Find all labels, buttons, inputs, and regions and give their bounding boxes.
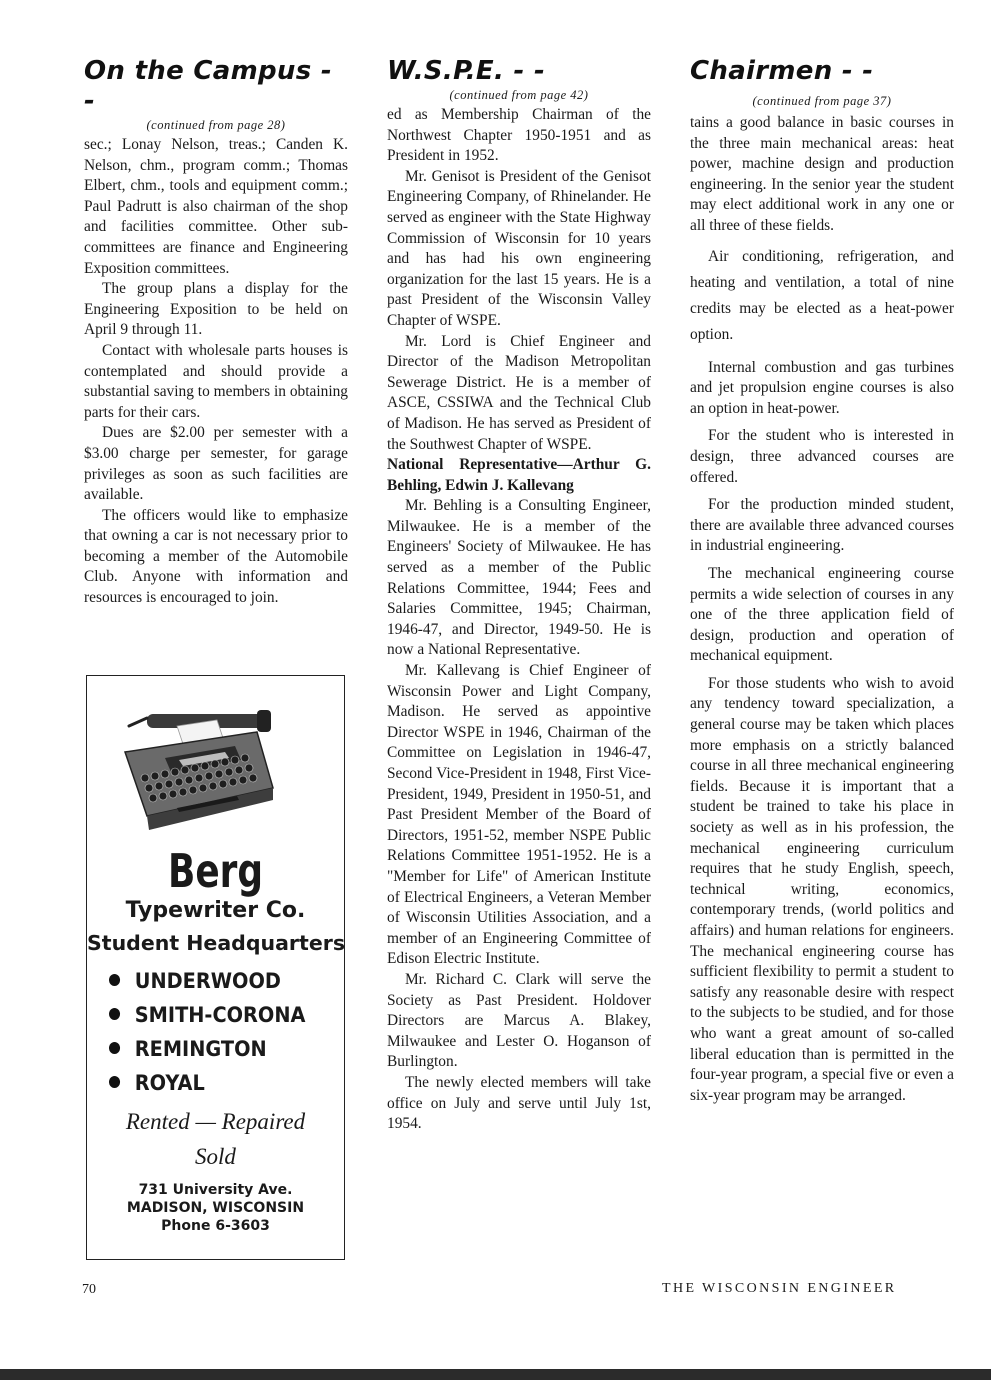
paragraph: Dues are $2.00 per semester with a $3.00 charge per semester, for garage privileges as soon as such facilities are available. [84,424,348,504]
services-line: Rented — Repaired [125,1109,306,1134]
bullet-icon [109,974,120,986]
section-heading: On the Campus - - [84,56,332,116]
paragraph: Mr. Lord is Chief Engineer and Director of the Madison Metropolitan Sewerage District. He is a member of ASCE, CSSIWA and the Technical Club of Madison. He has served as President of the Southwest Chapter of WSPE. [387,332,651,453]
continued-note: (continued from page 28) [146,118,286,132]
paragraph: sec.; Lonay Nelson, treas.; Canden K. Nelson, chm., program comm.; Thomas Elbert, chm., tools and equipment comm.; Paul Padrutt is also chairman of the shop and facilities committee. Other sub-committees are finance and Engineering Exposition committees. [84,136,348,277]
bullet-icon [109,1042,120,1054]
paragraph: Mr. Genisot is President of the Genisot Engineering Company, of Rhinelander. He served as engineer with the State Highway Commission of Wisconsin for 10 years and has had his own engineering organization for the last 15 years. He is a past President of the Wisconsin Valley Chapter of WSPE. [387,167,651,329]
column-wspe [387,56,651,1135]
bullet-icon [109,1076,120,1088]
bullet-icon [109,1008,120,1020]
typewriter-brand-list [109,964,323,1100]
paragraph: Mr. Kallevang is Chief Engineer of Wisconsin Power and Light Company, Madison. He served as appointive Director WSPE in 1946, Chairman of the Committee on Legislation in 1946-47, Second Vice-President in 1948, First Vice-President, 1949, President in 1950-51, and Past President Member of the Board of Directors, 1951-52, member NSPE Public Relations Committee 1951-1952. He is a "Member for Life" of American Institute of Electrical Engineers, a Veteran Member of Wisconsin Utilities Association, and a member of an Engineering Committee of Edison Electric Institute. [387,662,651,968]
section-heading: W.S.P.E. - - [387,56,546,86]
list-item [109,964,305,998]
paragraph: The newly elected members will take office on July and serve until July 1st, 1954. [387,1073,651,1133]
tagline: Student Headquarters [87,931,346,955]
brand-label: ROYAL [134,1071,205,1095]
paragraph: ed as Membership Chairman of the Northwest Chapter 1950-1951 and as President in 1952. [387,106,651,165]
column-on-the-campus [84,56,348,609]
phone-number: Phone 6-3603 [161,1218,270,1234]
berg-typewriter-advertisement [86,675,345,1260]
brand-label: UNDERWOOD [134,969,281,993]
services [87,1104,344,1174]
typewriter-illustration [107,696,277,846]
paragraph: The group plans a display for the Engineering Exposition to be held on April 9 through 11. [84,280,348,339]
brand-label: SMITH-CORONA [134,1003,306,1027]
address-block [87,1181,344,1235]
paragraph: The officers would like to emphasize that owning a car is not necessary prior to becoming a member of the Automobile Club. Anyone with information and resources is encouraged to join. [84,506,348,607]
list-item [109,1066,305,1100]
paragraph: Mr. Behling is a Consulting Engineer, Milwaukee. He is a member of the Engineers' Society of Milwaukee. He has served as a member of the Public Relations Committee, 1944; Fees and Salaries Committee, 1945; Chairman, 1946-47, and Director, 1949-50. He is now a National Representative. [387,497,651,659]
paragraph: The mechanical engineering course permits a wide selection of courses in any one of the three application field of design, production and operation of mechanical equipment. [690,564,954,665]
paragraph: Internal combustion and gas turbines and jet propulsion engine courses is also an option in heat-power. [690,358,954,417]
paragraph: Mr. Richard C. Clark will serve the Society as Past President. Holdover Directors are Marcus A. Blakey, Milwaukee and Lester O. Hoganson of Burlington. [387,970,651,1071]
paragraph: For the student who is interested in design, three advanced courses are offered. [690,427,954,486]
services-line: Sold [195,1144,236,1169]
street-address: 731 University Ave. [138,1182,293,1198]
scan-edge [0,1369,991,1380]
paragraph: Air conditioning, refrigeration, and heating and ventilation, a total of nine credits may be elected as a heat-power option. [690,247,954,343]
paragraph: For the production minded student, there are available three advanced courses in industrial engineering. [690,496,954,555]
list-item [109,1032,305,1066]
page-number: 70 [82,1282,96,1297]
section-heading: Chairmen - - [690,56,874,86]
advertiser-name: Berg [167,844,264,898]
paragraph: Contact with wholesale parts houses is contemplated and should provide a substantial saving to members in obtaining parts for their cars. [84,341,348,421]
column-chairmen [690,56,954,1113]
paragraph: For those students who wish to avoid any tendency toward specialization, a general course may be taken which places more emphasis on a strictly balanced course in all three mechanical engineering fields. Because it is important that a student be trained to take his place in society as well as in his profession, the mechanical engineering curriculum requires that he study English, speech, technical writing, economics, contemporary trends, (world politics and affairs) and human relations for engineers. The mechanical engineering course has sufficient flexibility to permit a student to satisfy any reasonable desire with respect to the subjects to be studied, and for those who want a great amount of so-called liberal education than is permitted in the four-year program, a special five or even a six-year program may be arranged. [690,674,954,1104]
company-name: Typewriter Co. [125,898,306,923]
publication-title: THE WISCONSIN ENGINEER [662,1281,897,1296]
brand-label: REMINGTON [134,1037,267,1061]
city-state: MADISON, WISCONSIN [126,1200,305,1216]
paragraph: tains a good balance in basic courses in the three main mechanical areas: heat power, machine design and production engineering. In the senior year the student may elect additional work in any one or all three of these fields. [690,114,954,234]
list-item [109,998,305,1032]
subheading: National Representative—Arthur G. Behling, Edwin J. Kallevang [387,456,651,494]
continued-note: (continued from page 42) [449,88,589,102]
continued-note: (continued from page 37) [752,94,892,108]
